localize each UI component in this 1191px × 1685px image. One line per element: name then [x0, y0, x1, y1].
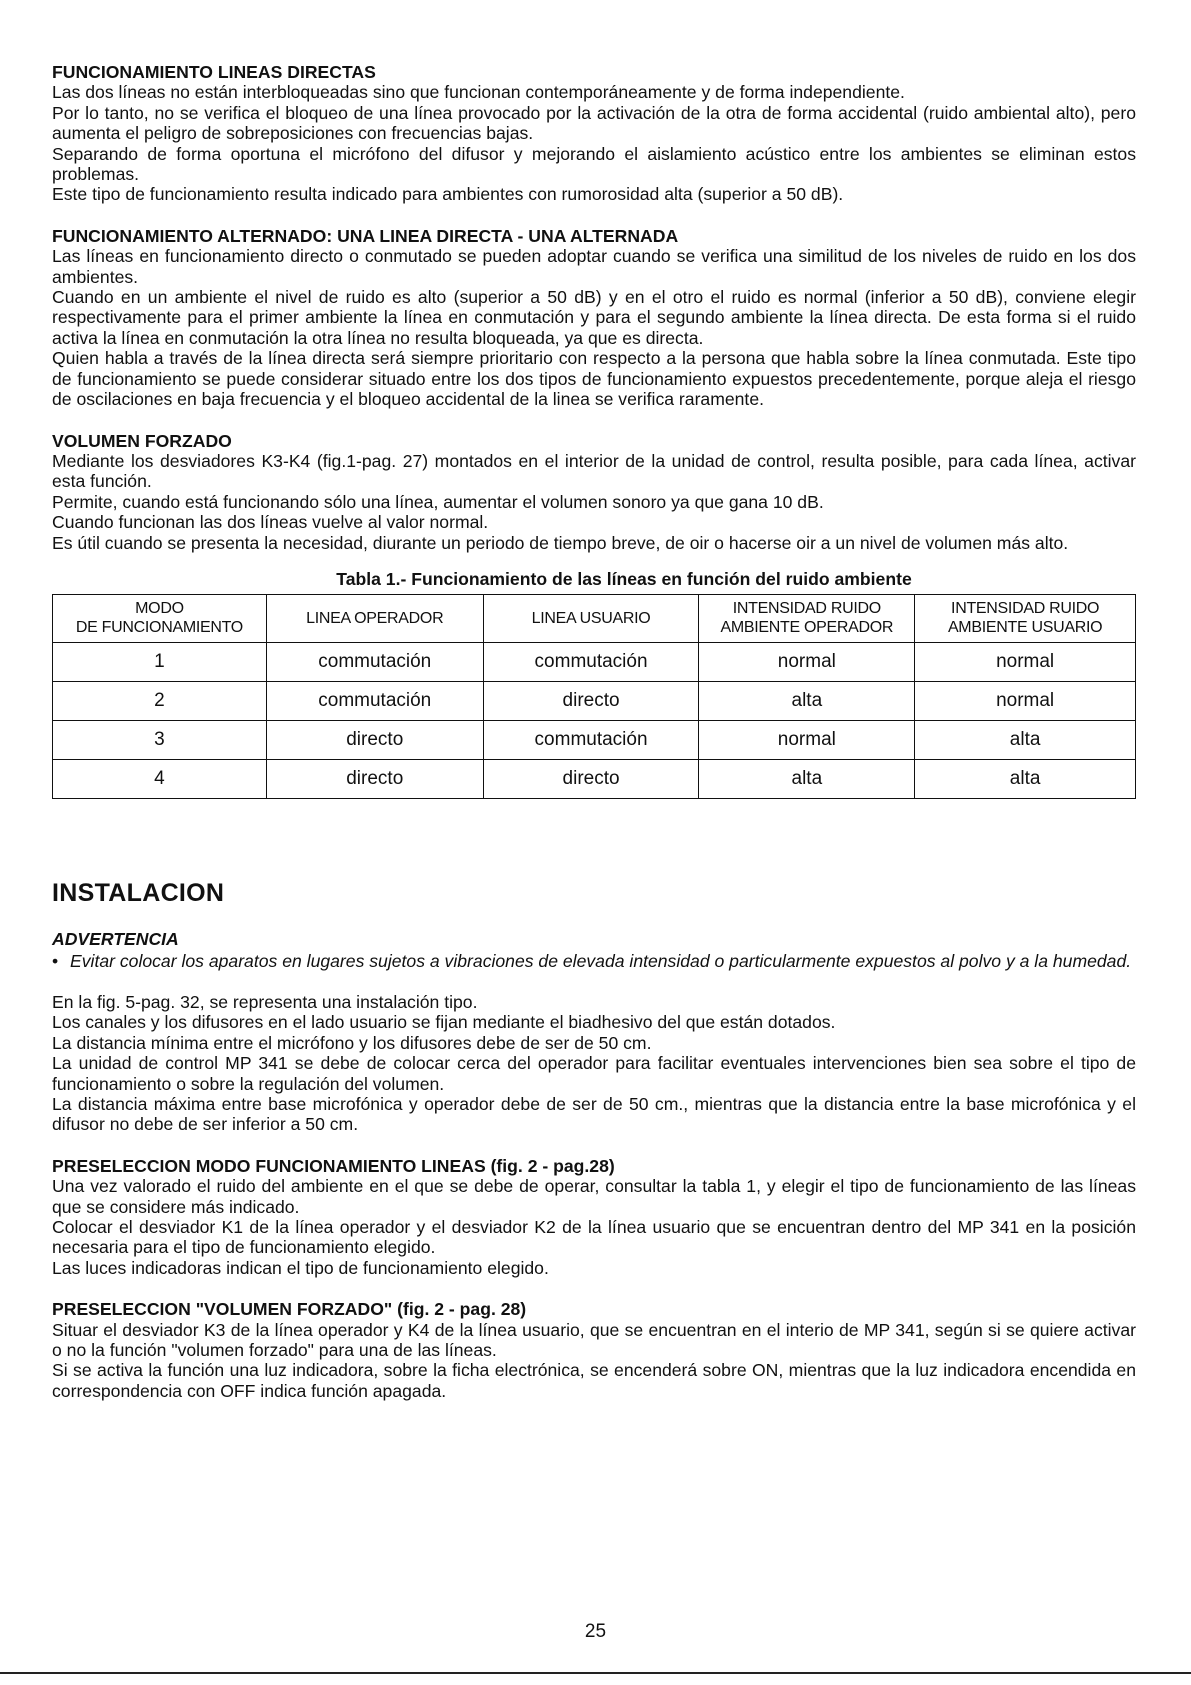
- header-ruido-usuario: INTENSIDAD RUIDO AMBIENTE USUARIO: [915, 594, 1136, 642]
- paragraph: Mediante los desviadores K3-K4 (fig.1-pag. 27) montados en el interior de la unidad de control, resulta posible, para cada línea, activar esta función.: [52, 450, 1136, 492]
- table-cell: commutación: [266, 642, 483, 681]
- paragraph: En la fig. 5-pag. 32, se representa una instalación tipo.: [52, 991, 478, 1012]
- header-ruido-operador: INTENSIDAD RUIDO AMBIENTE OPERADOR: [699, 594, 915, 642]
- table-cell: normal: [915, 642, 1136, 681]
- paragraph: Si se activa la función una luz indicadora, sobre la ficha electrónica, se encenderá sobre ON, mientras que la luz indicadora encendida en correspondencia con OFF indica función apagada.: [52, 1360, 1136, 1401]
- section-title-lineas-directas: FUNCIONAMIENTO LINEAS DIRECTAS: [52, 62, 376, 82]
- table-cell: commutación: [483, 720, 699, 759]
- paragraph: Separando de forma oportuna el micrófono del difusor y mejorando el aislamiento acústico entre los ambientes se eliminan estos problemas.: [52, 143, 1136, 185]
- section-title-preseleccion-volumen: PRESELECCION "VOLUMEN FORZADO" (fig. 2 - pag. 28): [52, 1299, 527, 1320]
- table-cell: directo: [483, 759, 699, 798]
- bullet-icon: •: [52, 950, 59, 971]
- page-content: [52, 62, 1136, 1401]
- table-cell: 3: [53, 720, 267, 759]
- paragraph: Las luces indicadoras indican el tipo de funcionamiento elegido.: [52, 1257, 549, 1278]
- paragraph: Cuando en un ambiente el nivel de ruido es alto (superior a 50 dB) y en el otro el ruido es normal (inferior a 50 dB), conviene elegir respectivamente para el primer ambiente la línea en conmutación y para el segundo ambiente la línea directa. De esta forma si el ruido activa la línea en conmutación la otra línea no resulta bloqueada, ya que es directa.: [52, 287, 1136, 348]
- paragraph: La unidad de control MP 341 se debe de colocar cerca del operador para facilitar eventuales intervenciones bien sea sobre el tipo de funcionamiento o sobre la regulación del volumen.: [52, 1053, 1136, 1094]
- table-row: [53, 759, 1136, 798]
- table-cell: directo: [266, 759, 483, 798]
- paragraph: Es útil cuando se presenta la necesidad, diurante un periodo de tiempo breve, de oir o hacerse oir a un nivel de volumen más alto.: [52, 532, 1069, 553]
- paragraph: Las dos líneas no están interbloqueadas sino que funcionan contemporáneamente y de forma independiente.: [52, 82, 905, 103]
- section-title-alternado: FUNCIONAMIENTO ALTERNADO: UNA LINEA DIRECTA - UNA ALTERNADA: [52, 225, 679, 246]
- table-cell: 4: [53, 759, 267, 798]
- paragraph: La distancia mínima entre el micrófono y los difusores debe de ser de 50 cm.: [52, 1032, 652, 1053]
- paragraph: La distancia máxima entre base microfónica y operador debe de ser de 50 cm., mientras que la distancia entre la base microfónica y el difusor no debe de ser inferior a 50 cm.: [52, 1093, 1136, 1135]
- table-caption: Tabla 1.- Funcionamiento de las líneas en función del ruido ambiente: [336, 568, 912, 589]
- section-title-volumen-forzado: VOLUMEN FORZADO: [52, 430, 232, 451]
- header-linea-usuario: LINEA USUARIO: [483, 594, 699, 642]
- table-cell: commutación: [483, 642, 699, 681]
- paragraph: Una vez valorado el ruido del ambiente en el que se debe de operar, consultar la tabla 1, y elegir el tipo de funcionamiento de las líneas que se considere más indicado.: [52, 1176, 1136, 1217]
- paragraph: Las líneas en funcionamiento directo o conmutado se pueden adoptar cuando se verifica una similitud de los niveles de ruido en los dos ambientes.: [52, 246, 1136, 287]
- table-cell: alta: [915, 759, 1136, 798]
- table-header-row: [53, 594, 1136, 642]
- header-modo: MODO DE FUNCIONAMIENTO: [53, 594, 267, 642]
- installation-title: INSTALACION: [52, 878, 225, 907]
- paragraph: Por lo tanto, no se verifica el bloqueo de una línea provocado por la activación de la otra de forma accidental (ruido ambiental alto), pero aumenta el peligro de sobreposiciones con frecuencias bajas.: [52, 102, 1136, 144]
- table-cell: 1: [53, 642, 267, 681]
- table-cell: normal: [699, 642, 915, 681]
- table-row: [53, 681, 1136, 720]
- table-cell: alta: [915, 720, 1136, 759]
- paragraph: Cuando funcionan las dos líneas vuelve al valor normal.: [52, 512, 489, 533]
- page-number: 25: [584, 1621, 607, 1642]
- table-cell: normal: [915, 681, 1136, 720]
- table-cell: alta: [699, 759, 915, 798]
- warning-bullet: [52, 950, 1136, 972]
- warning-title: ADVERTENCIA: [52, 928, 179, 949]
- table-cell: alta: [699, 681, 915, 720]
- table-row: [53, 642, 1136, 681]
- table-row: [53, 720, 1136, 759]
- paragraph: Situar el desviador K3 de la línea operador y K4 de la línea usuario, que se encuentran en el interio de MP 341, según si se quiere activar o no la función "volumen forzado" para una de las líneas.: [52, 1319, 1136, 1361]
- table-cell: 2: [53, 681, 267, 720]
- section-title-preseleccion-modo: PRESELECCION MODO FUNCIONAMIENTO LINEAS (fig. 2 - pag.28): [52, 1155, 615, 1176]
- header-linea-operador: LINEA OPERADOR: [266, 594, 483, 642]
- warning-text: Evitar colocar los aparatos en lugares sujetos a vibraciones de elevada intensidad o particularmente expuestos al polvo y a la humedad.: [70, 950, 1132, 971]
- modes-table: [52, 594, 1136, 799]
- paragraph: Permite, cuando está funcionando sólo una línea, aumentar el volumen sonoro ya que gana 10 dB.: [52, 491, 824, 512]
- bottom-rule: [0, 1672, 1191, 1674]
- paragraph: Quien habla a través de la línea directa será siempre prioritario con respecto a la persona que habla sobre la línea conmutada. Este tipo de funcionamiento se puede considerar situado entre los dos tipos de funcionamiento expuestos precedentemente, porque aleja el riesgo de oscilaciones en baja frecuencia y el bloqueo accidental de la linea se verifica raramente.: [52, 348, 1136, 410]
- paragraph: Colocar el desviador K1 de la línea operador y el desviador K2 de la línea usuario que se encuentran dentro del MP 341 en la posición necesaria para el tipo de funcionamiento elegido.: [52, 1217, 1136, 1258]
- table-cell: directo: [483, 681, 699, 720]
- table-cell: commutación: [266, 681, 483, 720]
- paragraph: Este tipo de funcionamiento resulta indicado para ambientes con rumorosidad alta (superior a 50 dB).: [52, 184, 844, 205]
- paragraph: Los canales y los difusores en el lado usuario se fijan mediante el biadhesivo del que están dotados.: [52, 1012, 836, 1033]
- table-cell: directo: [266, 720, 483, 759]
- table-cell: normal: [699, 720, 915, 759]
